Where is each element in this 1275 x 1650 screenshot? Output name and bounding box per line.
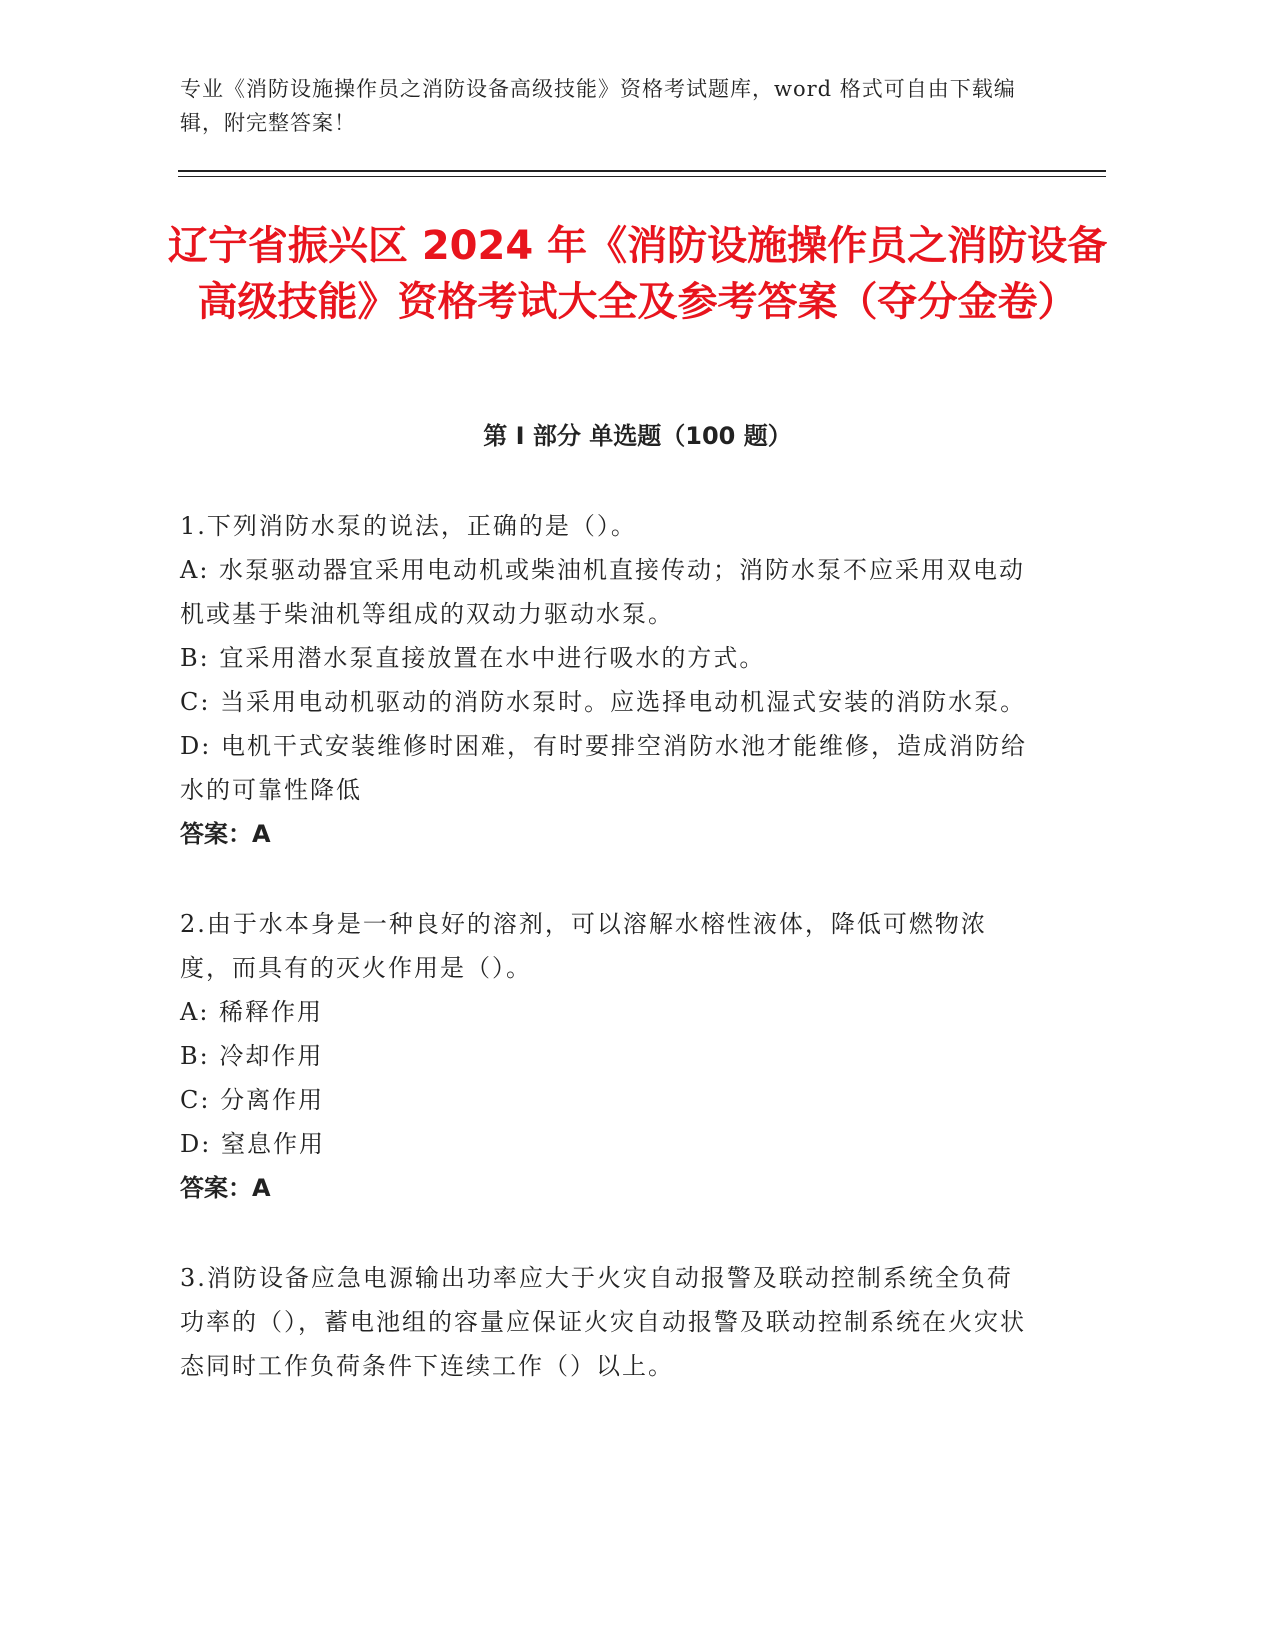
- question-list: [180, 504, 1030, 1434]
- answer-label: 答案：A: [180, 820, 271, 848]
- option-b: B: 宜采用潜水泵直接放置在水中进行吸水的方式。: [180, 644, 766, 672]
- question-stem: 3.消防设备应急电源输出功率应大于火灾自动报警及联动控制系统全负荷功率的（），蓄电池组的容量应保证火灾自动报警及联动控制系统在火灾状态同时工作负荷条件下连续工作（）以上。: [180, 1264, 1026, 1380]
- option-c: C: 分离作用: [180, 1086, 325, 1114]
- option-a: A: 稀释作用: [180, 998, 324, 1026]
- document-title: 辽宁省振兴区 2024 年《消防设施操作员之消防设备高级技能》资格考试大全及参考答案（夺分金卷）: [167, 223, 1108, 325]
- question-stem: 2.由于水本身是一种良好的溶剂，可以溶解水榕性液体，降低可燃物浓度，而具有的灭火作用是（）。: [180, 910, 987, 982]
- section-title: 第 I 部分 单选题（100 题）: [483, 422, 792, 450]
- header-divider-thin: [178, 176, 1106, 177]
- question-2: [180, 902, 1030, 1210]
- question-1: [180, 504, 1030, 856]
- header-note: 专业《消防设施操作员之消防设备高级技能》资格考试题库，word 格式可自由下载编辑，附完整答案！: [180, 77, 1016, 135]
- header-divider-thick: [178, 170, 1106, 172]
- option-a: A: 水泵驱动器宜采用电动机或柴油机直接传动；消防水泵不应采用双电动机或基于柴油机等组成的双动力驱动水泵。: [180, 556, 1026, 628]
- option-d: D: 窒息作用: [180, 1130, 325, 1158]
- option-d: D: 电机干式安装维修时困难，有时要排空消防水池才能维修，造成消防给水的可靠性降低: [180, 732, 1027, 804]
- option-c: C: 当采用电动机驱动的消防水泵时。应选择电动机湿式安装的消防水泵。: [180, 688, 1027, 716]
- question-stem: 1.下列消防水泵的说法，正确的是（）。: [180, 512, 637, 540]
- question-3: [180, 1256, 1030, 1388]
- answer-label: 答案：A: [180, 1174, 271, 1202]
- option-b: B: 冷却作用: [180, 1042, 324, 1070]
